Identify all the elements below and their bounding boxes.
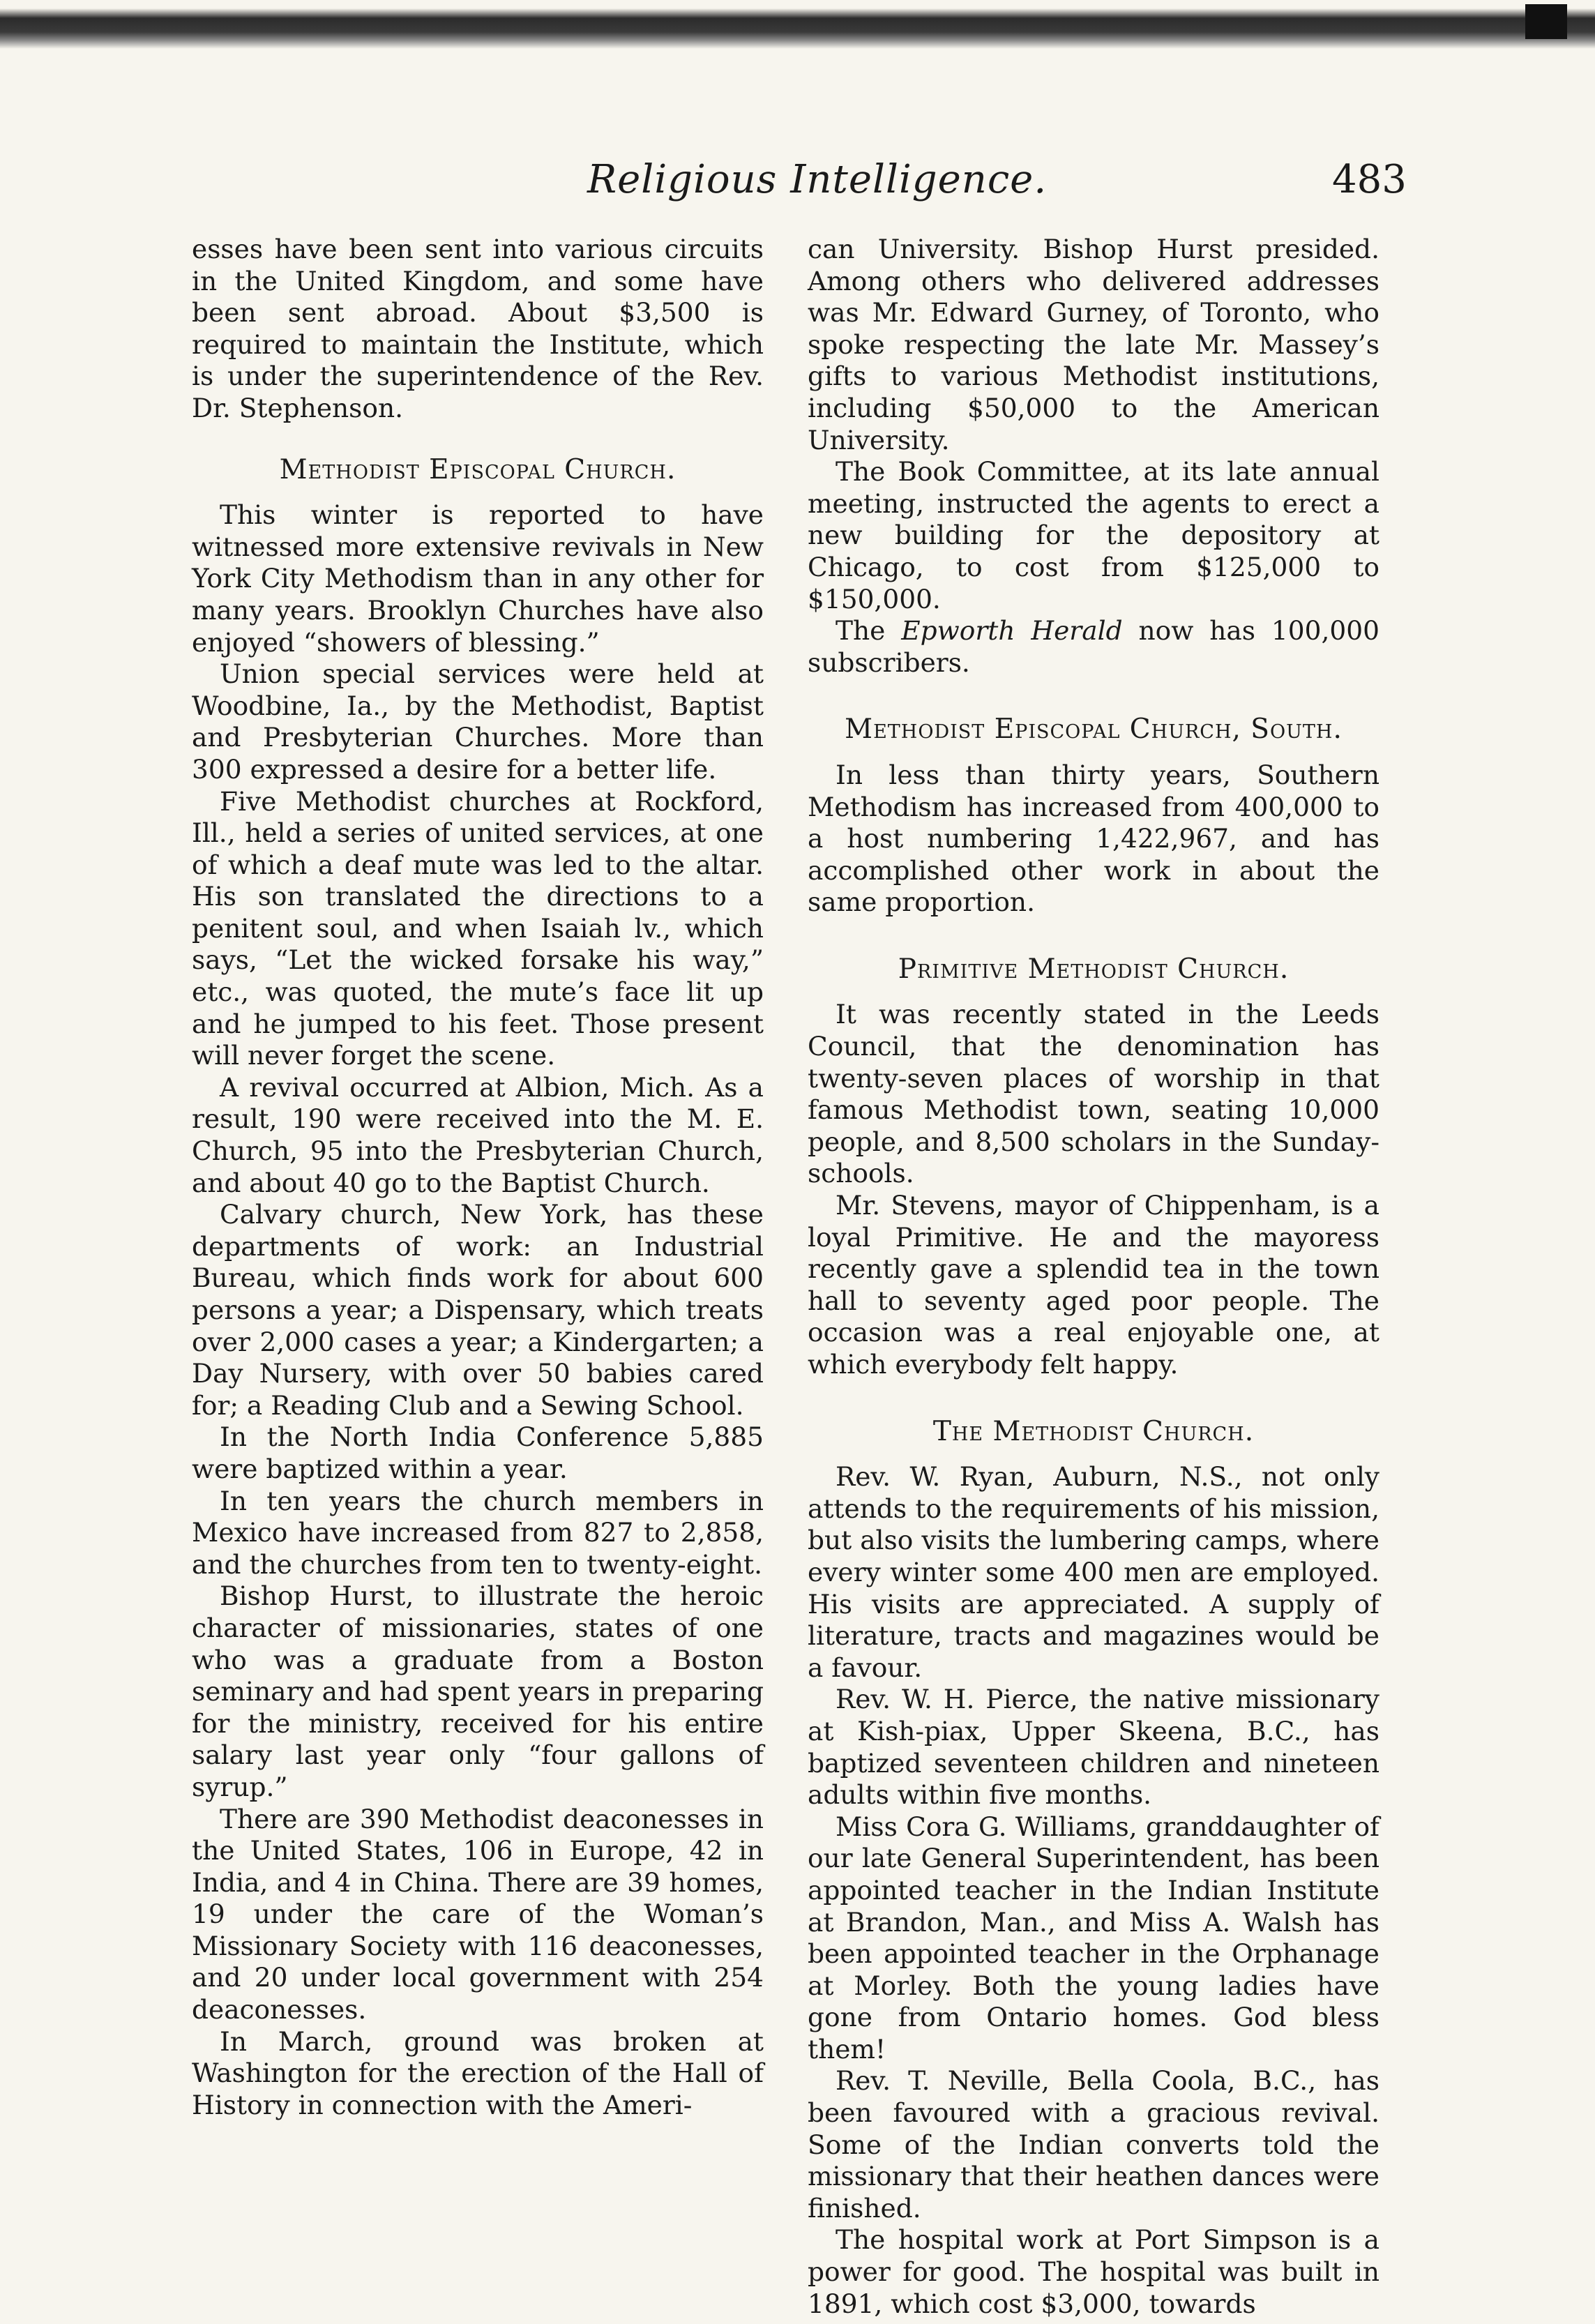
right-column	[808, 234, 1379, 2320]
paragraph: In ten years the church members in Mexico have increased from 827 to 2,858, and the churches from ten to twenty-eight.	[192, 1485, 764, 1580]
paragraph: There are 390 Methodist deaconesses in the United States, 106 in Europe, 42 in India, and 4 in China. There are 39 homes, 19 under the care of the Woman’s Missionary Society with 116 deaconesses, and 20 under local government with 254 deaconesses.	[192, 1803, 764, 2025]
paragraph: It was recently stated in the Leeds Council, that the denomination has twenty-seven places of worship in that famous Methodist town, seating 10,000 people, and 8,500 scholars in the Sunday-schools.	[808, 999, 1379, 1189]
paragraph: This winter is reported to have witnessed more extensive revivals in New York City Methodism than in any other for many years. Brooklyn Churches have also enjoyed “showers of blessing.”	[192, 499, 764, 658]
paragraph: The Book Committee, at its late annual meeting, instructed the agents to erect a new building for the depository at Chicago, to cost from $125,000 to $150,000.	[808, 456, 1379, 614]
paragraph: Bishop Hurst, to illustrate the heroic character of missionaries, states of one who was a graduate from a Boston seminary and had spent years in preparing for the ministry, received for his entire salary last year only “four gallons of syrup.”	[192, 1580, 764, 1802]
running-title: Religious Intelligence.	[587, 157, 1048, 202]
paragraph: Rev. T. Neville, Bella Coola, B.C., has been favoured with a gracious revival. Some of the Indian converts told the missionary that their heathen dances were finished.	[808, 2065, 1379, 2224]
page-header	[0, 143, 1595, 206]
page-number: 483	[1332, 157, 1407, 202]
section-heading: The Methodist Church.	[932, 1415, 1255, 1447]
paragraph: esses have been sent into various circuits in the United Kingdom, and some have been sent abroad. About $3,500 is required to maintain the Institute, which is under the superintendence of the Rev. Dr. Stephenson.	[192, 234, 764, 423]
paragraph: In March, ground was broken at Washington for the erection of the Hall of History in connection with the Ameri-	[192, 2025, 764, 2120]
paragraph	[808, 615, 1379, 679]
paragraph: Rev. W. Ryan, Auburn, N.S., not only attends to the requirements of his mission, but also visits the lumbering camps, where every winter some 400 men are employed. His visits are appreciated. A supply of literature, tracts and magazines would be a favour.	[808, 1461, 1379, 1683]
text-run: now has 100,000 subscribers.	[808, 615, 1379, 678]
paragraph: can University. Bishop Hurst presided. Among others who delivered addresses was Mr. Edward Gurney, of Toronto, who spoke respecting the late Mr. Massey’s gifts to various Methodist institutions, including $50,000 to the American University.	[808, 234, 1379, 455]
periodical-title: Epworth Herald	[901, 615, 1123, 647]
section-heading: Methodist Episcopal Church, South.	[845, 714, 1343, 746]
paragraph: A revival occurred at Albion, Mich. As a result, 190 were received into the M. E. Church, 95 into the Presbyterian Church, and about 40 go to the Baptist Church.	[192, 1071, 764, 1198]
paragraph: Rev. W. H. Pierce, the native missionary at Kish-piax, Upper Skeena, B.C., has baptized seventeen children and nineteen adults within five months.	[808, 1684, 1379, 1811]
section-heading: Primitive Methodist Church.	[898, 953, 1290, 985]
paragraph: Miss Cora G. Williams, granddaughter of our late General Superintendent, has been appointed teacher in the Indian Institute at Brandon, Man., and Miss A. Walsh has been appointed teacher in the Orphanage at Morley. Both the young ladies have gone from Ontario homes. God bless them!	[808, 1811, 1379, 2065]
paragraph: Mr. Stevens, mayor of Chippenham, is a loyal Primitive. He and the mayoress recently gave a splendid tea in the town hall to seventy aged poor people. The occasion was a real enjoyable one, at which everybody felt happy.	[808, 1190, 1379, 1380]
paragraph: Calvary church, New York, has these departments of work: an Industrial Bureau, which finds work for about 600 persons a year; a Dispensary, which treats over 2,000 cases a year; a Kindergarten; a Day Nursery, with over 50 babies cared for; a Reading Club and a Sewing School.	[192, 1199, 764, 1421]
scan-top-border	[0, 0, 1595, 49]
section-heading: Methodist Episcopal Church.	[279, 453, 676, 485]
left-column	[192, 234, 764, 2121]
paragraph: In less than thirty years, Southern Methodism has increased from 400,000 to a host numbering 1,422,967, and has accomplished other work in about the same proportion.	[808, 759, 1379, 918]
scan-artifact	[1525, 4, 1567, 39]
paragraph: Five Methodist churches at Rockford, Ill., held a series of united services, at one of which a deaf mute was led to the altar. His son translated the directions to a penitent soul, and when Isaiah lv., which says, “Let the wicked forsake his way,” etc., was quoted, the mute’s face lit up and he jumped to his feet. Those present will never forget the scene.	[192, 785, 764, 1071]
paragraph: The hospital work at Port Simpson is a power for good. The hospital was built in 1891, which cost $3,000, towards	[808, 2224, 1379, 2319]
text-run: The	[836, 615, 902, 647]
paragraph: Union special services were held at Woodbine, Ia., by the Methodist, Baptist and Presbyterian Churches. More than 300 expressed a desire for a better life.	[192, 658, 764, 785]
paragraph: In the North India Conference 5,885 were baptized within a year.	[192, 1421, 764, 1484]
